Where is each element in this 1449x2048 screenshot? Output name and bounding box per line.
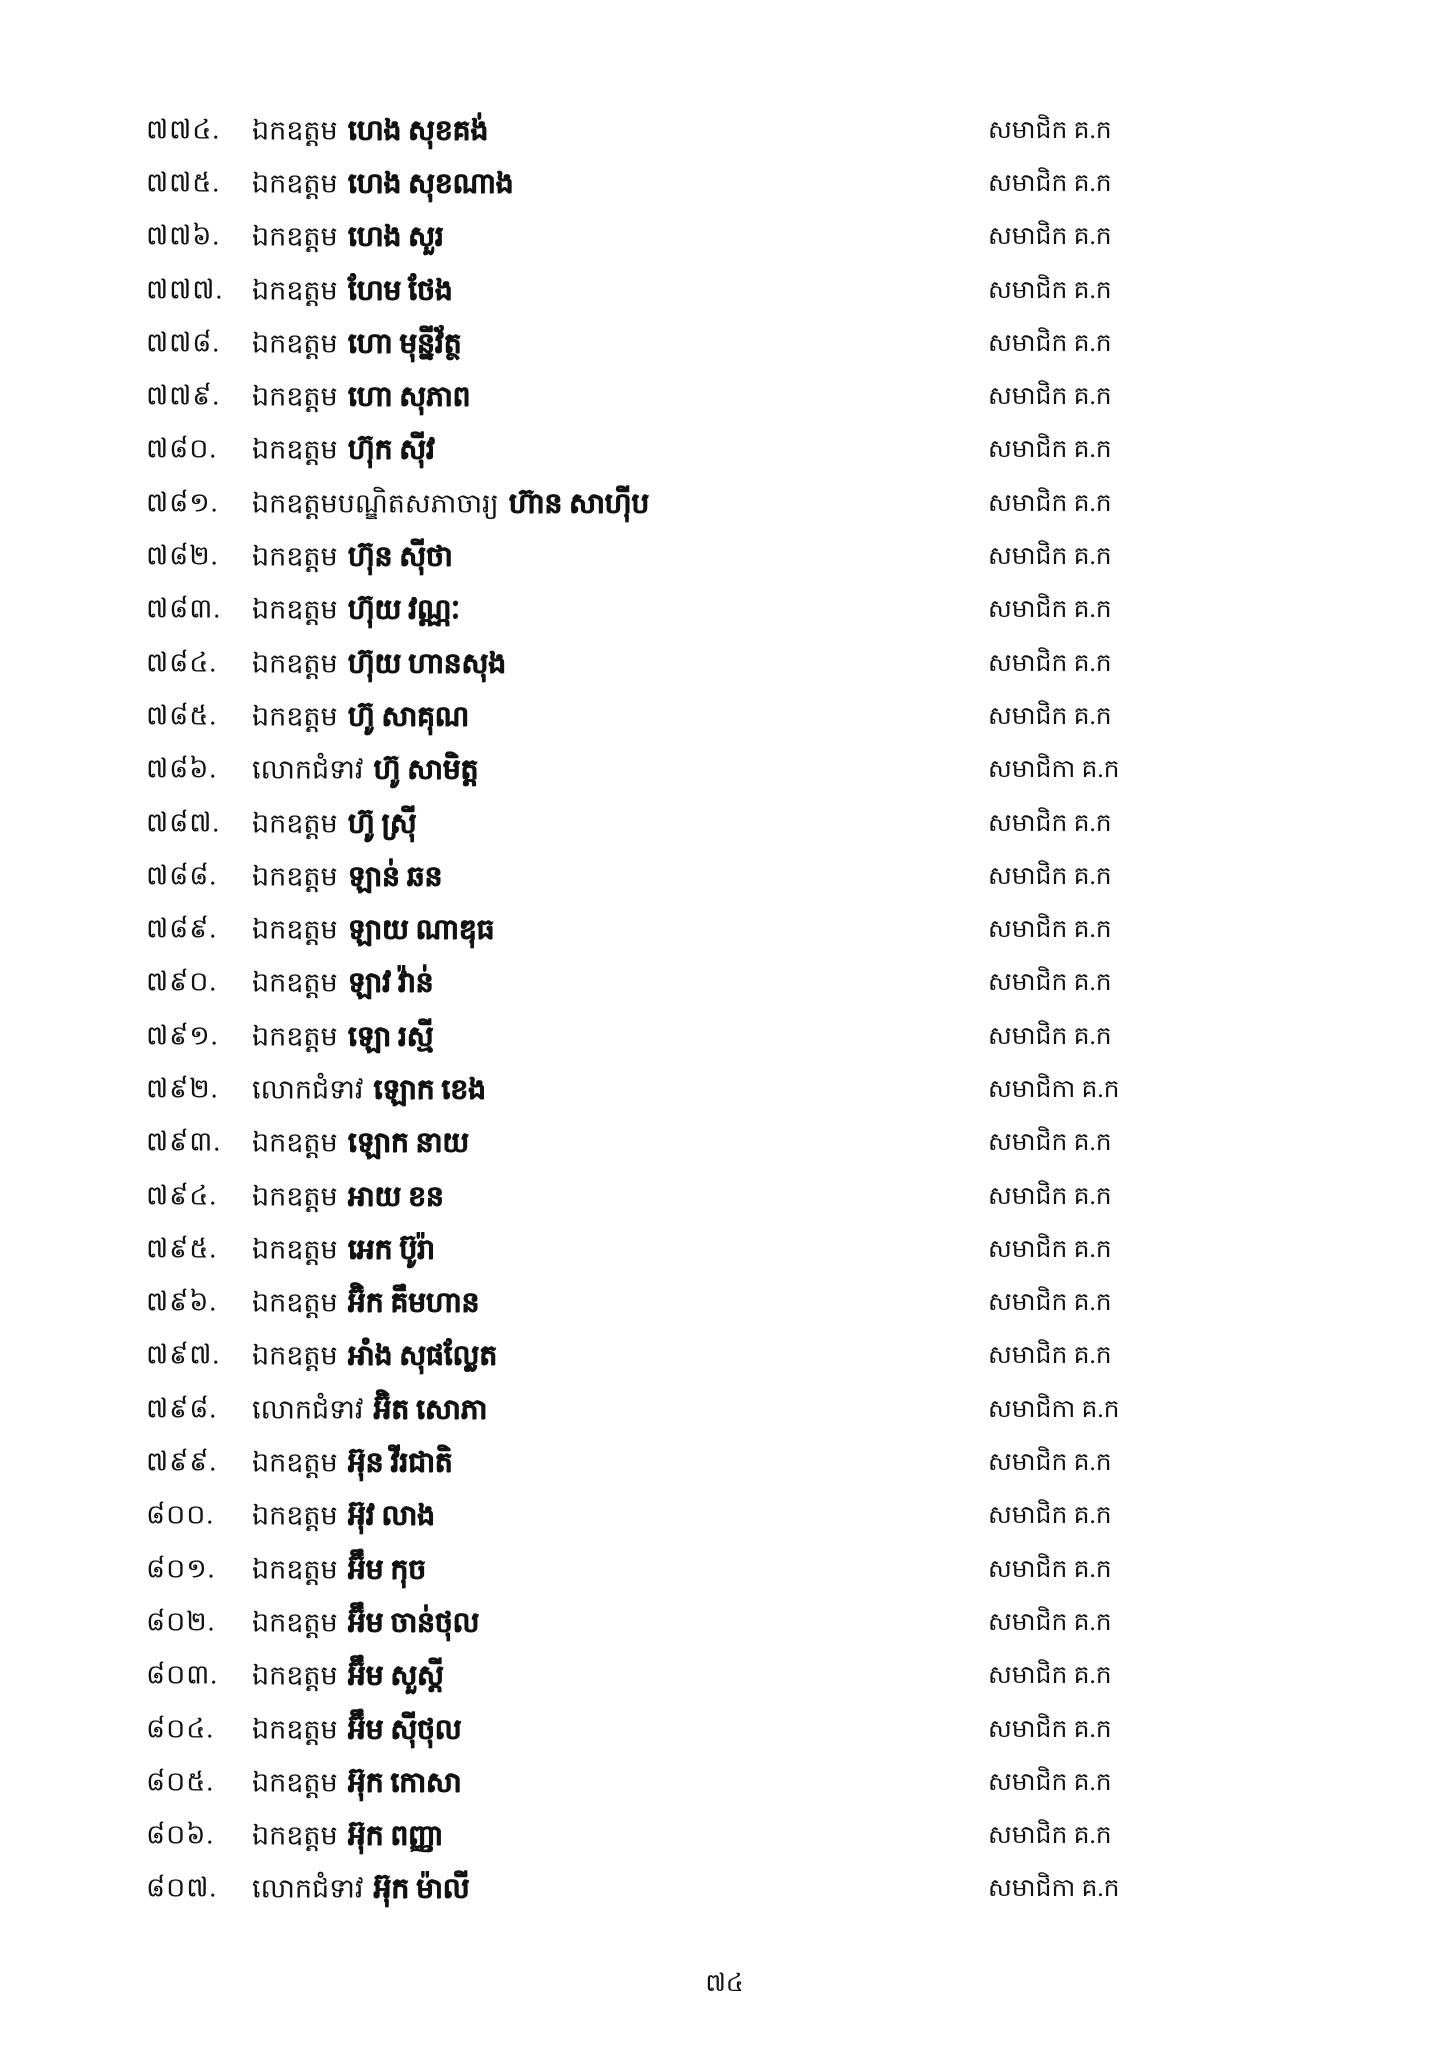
member-number: ៧៩២. [146, 1073, 219, 1104]
member-role: សមាជិក គ.ក [988, 1235, 1112, 1263]
member-row [0, 1385, 1449, 1438]
member-title: ឯកឧត្តម [252, 1820, 338, 1851]
member-role: សមាជិក គ.ក [988, 1342, 1112, 1370]
member-role: សមាជិក គ.ក [988, 223, 1112, 251]
member-name: ឡាយ ណាឌុធ [347, 914, 495, 946]
member-line [252, 1178, 444, 1219]
member-title: ឯកឧត្តម [252, 1767, 338, 1798]
member-role: សមាជិក គ.ក [988, 1768, 1112, 1796]
member-line [252, 432, 435, 473]
member-line [252, 1071, 486, 1112]
member-role: សមាជិក គ.ក [988, 436, 1112, 464]
member-role: សមាជិក គ.ក [988, 1662, 1112, 1690]
member-title: ឯកឧត្តម [252, 275, 338, 306]
member-role: សមាជិក គ.ក [988, 1289, 1112, 1317]
member-line [252, 698, 469, 739]
member-role: សមាជិកា គ.ក [988, 1075, 1120, 1103]
member-name: ឡោក នាយ [347, 1127, 469, 1159]
member-row [0, 1012, 1449, 1065]
member-role: សមាជិកា គ.ក [988, 1875, 1120, 1903]
member-title: ឯកឧត្តម [252, 594, 338, 625]
member-line [252, 1445, 452, 1486]
member-title: ឯកឧត្តម [252, 1340, 338, 1371]
member-row [0, 1332, 1449, 1385]
member-line [252, 325, 461, 366]
member-title: ឯកឧត្តម [252, 861, 338, 892]
member-title: ឯកឧត្តម [252, 1660, 338, 1691]
member-row [0, 1438, 1449, 1491]
member-title: ឯកឧត្តម [252, 168, 338, 199]
member-row [0, 213, 1449, 266]
member-role: សមាជិក គ.ក [988, 916, 1112, 944]
member-line [252, 1658, 444, 1699]
member-name: ឡាន់ ឆន [347, 861, 443, 893]
member-role: សមាជិក គ.ក [988, 809, 1112, 837]
member-name: ហ៊ុន ស៊ីថា [347, 541, 453, 573]
member-line [252, 752, 478, 793]
member-number: ៧៨៣. [146, 593, 222, 624]
rows [0, 106, 1449, 1918]
member-line [252, 1871, 469, 1912]
member-number: ៧៩៨. [146, 1393, 218, 1424]
member-number: ៧៧៤. [146, 114, 221, 145]
member-title: ឯកឧត្តម [252, 808, 338, 838]
member-name: អាំង សុផល្លែត [347, 1340, 497, 1372]
member-line [252, 272, 452, 313]
member-name: អ៊ុវ លាង [347, 1500, 435, 1532]
member-role: សមាជិក គ.ក [988, 1129, 1112, 1157]
member-row [0, 532, 1449, 585]
member-role: សមាជិក គ.ក [988, 1608, 1112, 1636]
member-role: សមាជិក គ.ក [988, 169, 1112, 197]
member-role: សមាជិក គ.ក [988, 1449, 1112, 1477]
member-role: សមាជិក គ.ក [988, 116, 1112, 144]
member-number: ៧៨១. [146, 487, 219, 518]
member-name: ហែម ថែង [347, 275, 453, 307]
member-name: អ៊ឹម ចាន់ថុល [347, 1607, 480, 1639]
member-row [0, 905, 1449, 958]
member-line [252, 1018, 433, 1059]
member-number: ៨០២. [146, 1606, 216, 1637]
member-role: សមាជិក គ.ក [988, 489, 1112, 517]
member-name: អ៊ឹម ស៊ីថុល [347, 1714, 462, 1746]
member-title: ឯកឧត្តម [252, 1447, 338, 1478]
member-line [252, 592, 460, 633]
member-name: អ៊ុក ម៉ាលី [373, 1873, 470, 1905]
member-name: អ៊ុក កោសា [347, 1767, 462, 1799]
member-line [252, 1764, 461, 1805]
member-row [0, 586, 1449, 639]
member-name: ហ៊ាន សាហ៊ីប [508, 488, 649, 520]
member-row [0, 959, 1449, 1012]
member-role: សមាជិក គ.ក [988, 383, 1112, 411]
member-name: ហ៊ូ សាគុណ [347, 701, 469, 733]
member-line [252, 379, 470, 420]
member-row [0, 1225, 1449, 1278]
member-title: ឯកឧត្តមបណ្ឌិតសភាចារ្យ [252, 488, 499, 519]
member-line [252, 1231, 435, 1272]
member-name: អេក ប៊ូរ៉ា [347, 1234, 435, 1266]
member-name: ឡោ រស្មី [347, 1021, 434, 1053]
member-number: ៨០១. [146, 1553, 216, 1584]
member-name: អ៊ុក ពញ្ញា [347, 1820, 444, 1852]
member-number: ៨០៦. [146, 1819, 215, 1850]
member-row [0, 1812, 1449, 1865]
member-line [252, 1285, 479, 1326]
member-role: សមាជិក គ.ក [988, 1555, 1112, 1583]
member-number: ៨០៥. [146, 1766, 215, 1797]
member-title: ឯកឧត្តម [252, 701, 338, 732]
member-row [0, 159, 1449, 212]
member-title: ឯកឧត្តម [252, 541, 338, 572]
member-role: សមាជិក គ.ក [988, 329, 1112, 357]
member-name: ហោ សុភាព [347, 381, 471, 413]
member-name: អ៊ិត សោភា [373, 1394, 488, 1426]
member-title: ឯកឧត្តម [252, 1127, 338, 1158]
member-role: សមាជិក គ.ក [988, 702, 1112, 730]
member-line [252, 805, 416, 846]
member-row [0, 1279, 1449, 1332]
member-number: ៧៩៤. [146, 1180, 218, 1211]
member-title: ឯកឧត្តម [252, 1181, 338, 1212]
member-name: ហ៊ូ សាមិត្ត [373, 754, 479, 786]
member-row [0, 1652, 1449, 1705]
member-row [0, 799, 1449, 852]
member-row [0, 1865, 1449, 1918]
member-name: ហេង សួរ [347, 221, 444, 253]
member-row [0, 106, 1449, 159]
member-title: ឯកឧត្តម [252, 1500, 338, 1531]
member-title: ឯកឧត្តម [252, 967, 338, 998]
member-row [0, 266, 1449, 319]
member-title: លោកជំទាវ [252, 754, 364, 785]
member-line [252, 912, 494, 953]
member-number: ៧៨៩. [146, 913, 218, 944]
member-row [0, 639, 1449, 692]
member-number: ៧៧៨. [146, 327, 221, 358]
member-title: ឯកឧត្តម [252, 115, 338, 146]
member-row [0, 1545, 1449, 1598]
member-role: សមាជិក គ.ក [988, 862, 1112, 890]
member-number: ៧៧៥. [146, 167, 221, 198]
member-name: ហ៊ុយ វណ្ណៈ [347, 594, 460, 626]
member-name: ហេង សុខណាង [347, 168, 514, 200]
member-role: សមាជិក គ.ក [988, 1822, 1112, 1850]
member-name: អាយ ខន [347, 1181, 444, 1213]
member-row [0, 692, 1449, 745]
member-row [0, 1758, 1449, 1811]
member-line [252, 1498, 435, 1539]
member-title: ឯកឧត្តម [252, 914, 338, 945]
member-title: ឯកឧត្តម [252, 1021, 338, 1052]
member-name: ឡោក ខេង [373, 1074, 486, 1106]
member-number: ៧៧៩. [146, 380, 221, 411]
member-role: សមាជិក គ.ក [988, 543, 1112, 571]
member-number: ៧៨៥. [146, 700, 218, 731]
member-title: ឯកឧត្តម [252, 1287, 338, 1318]
member-row [0, 1119, 1449, 1172]
member-role: សមាជិក គ.ក [988, 1182, 1112, 1210]
member-title: ឯកឧត្តម [252, 1607, 338, 1638]
member-row [0, 852, 1449, 905]
page-number: ៧៤ [705, 1970, 744, 1997]
member-role: សមាជិកា គ.ក [988, 1395, 1120, 1423]
member-name: អ៊ិក គឹមហាន [347, 1287, 480, 1319]
member-number: ៧៩៩. [146, 1446, 218, 1477]
member-name: អ៊ឹម កុច [347, 1554, 426, 1586]
member-line [252, 112, 488, 153]
member-line [252, 1604, 479, 1645]
member-line [252, 858, 442, 899]
member-row [0, 426, 1449, 479]
member-row [0, 319, 1449, 372]
member-number: ៧៩៥. [146, 1233, 218, 1264]
member-row [0, 1172, 1449, 1225]
member-line [252, 219, 444, 260]
member-number: ៧៩៦. [146, 1286, 218, 1317]
member-line [252, 645, 506, 686]
member-title: ឯកឧត្តម [252, 328, 338, 359]
member-number: ៧៧៦. [146, 220, 221, 251]
member-number: ៨០៧. [146, 1872, 218, 1903]
member-name: ហ៊ុក ស៊ីវ [347, 434, 435, 466]
member-line [252, 165, 513, 206]
member-line [252, 485, 649, 526]
member-name: ហោ មុន្នីវ័ត្ថ [347, 328, 462, 360]
member-number: ៧៨០. [146, 433, 218, 464]
member-line [252, 1338, 497, 1379]
member-number: ៧៩១. [146, 1020, 219, 1051]
member-line [252, 1711, 461, 1752]
member-number: ៨០៤. [146, 1713, 215, 1744]
member-role: សមាជិក គ.ក [988, 649, 1112, 677]
member-name: ហេង សុខគង់ [347, 115, 489, 147]
member-number: ៧៨៧. [146, 807, 221, 837]
member-title: ឯកឧត្តម [252, 1234, 338, 1265]
member-name: ហ៊ូ ស្រ៊ី [347, 808, 417, 839]
member-number: ៧៨៤. [146, 647, 218, 678]
member-row [0, 372, 1449, 425]
member-title: ឯកឧត្តម [252, 1714, 338, 1745]
member-number: ៧៩៣. [146, 1126, 222, 1157]
member-row [0, 1598, 1449, 1651]
member-row [0, 1065, 1449, 1118]
member-row [0, 1492, 1449, 1545]
member-title: លោកជំទាវ [252, 1873, 364, 1904]
member-number: ៧៨៦. [146, 753, 218, 784]
member-name: អ៊ឹម សួស្ដី [347, 1660, 444, 1692]
member-line [252, 1391, 487, 1432]
member-title: ឯកឧត្តម [252, 648, 338, 679]
member-title: ឯកឧត្តម [252, 221, 338, 252]
member-line [252, 1125, 469, 1166]
member-number: ៧៩៧. [146, 1339, 221, 1370]
member-title: លោកជំទាវ [252, 1394, 364, 1425]
member-line [252, 1551, 426, 1592]
member-name: ហ៊ុយ ហានសុង [347, 648, 506, 680]
member-role: សមាជិក គ.ក [988, 1502, 1112, 1530]
member-role: សមាជិក គ.ក [988, 1715, 1112, 1743]
member-title: ឯកឧត្តម [252, 381, 338, 412]
member-line [252, 539, 452, 580]
member-role: សមាជិក គ.ក [988, 276, 1112, 304]
member-row [0, 746, 1449, 799]
member-title: ឯកឧត្តម [252, 434, 338, 465]
member-number: ៧៨២. [146, 540, 219, 571]
member-title: ឯកឧត្តម [252, 1554, 338, 1585]
member-row [0, 479, 1449, 532]
member-number: ៨០០. [146, 1499, 215, 1530]
member-role: សមាជិក គ.ក [988, 969, 1112, 997]
member-name: អ៊ុន វីរជាតិ [347, 1447, 453, 1479]
member-number: ៨០៣. [146, 1659, 219, 1690]
member-line [252, 1818, 443, 1859]
member-role: សមាជិក គ.ក [988, 596, 1112, 624]
member-row [0, 1705, 1449, 1758]
member-line [252, 965, 433, 1006]
member-title: លោកជំទាវ [252, 1074, 364, 1105]
member-number: ៧៨៨. [146, 860, 218, 891]
member-role: សមាជិក គ.ក [988, 1022, 1112, 1050]
member-number: ៧៩០. [146, 966, 218, 997]
member-name: ឡាវ វ៉ាន់ [347, 967, 434, 999]
member-role: សមាជិកា គ.ក [988, 756, 1120, 784]
member-number: ៧៧៧. [146, 274, 224, 305]
